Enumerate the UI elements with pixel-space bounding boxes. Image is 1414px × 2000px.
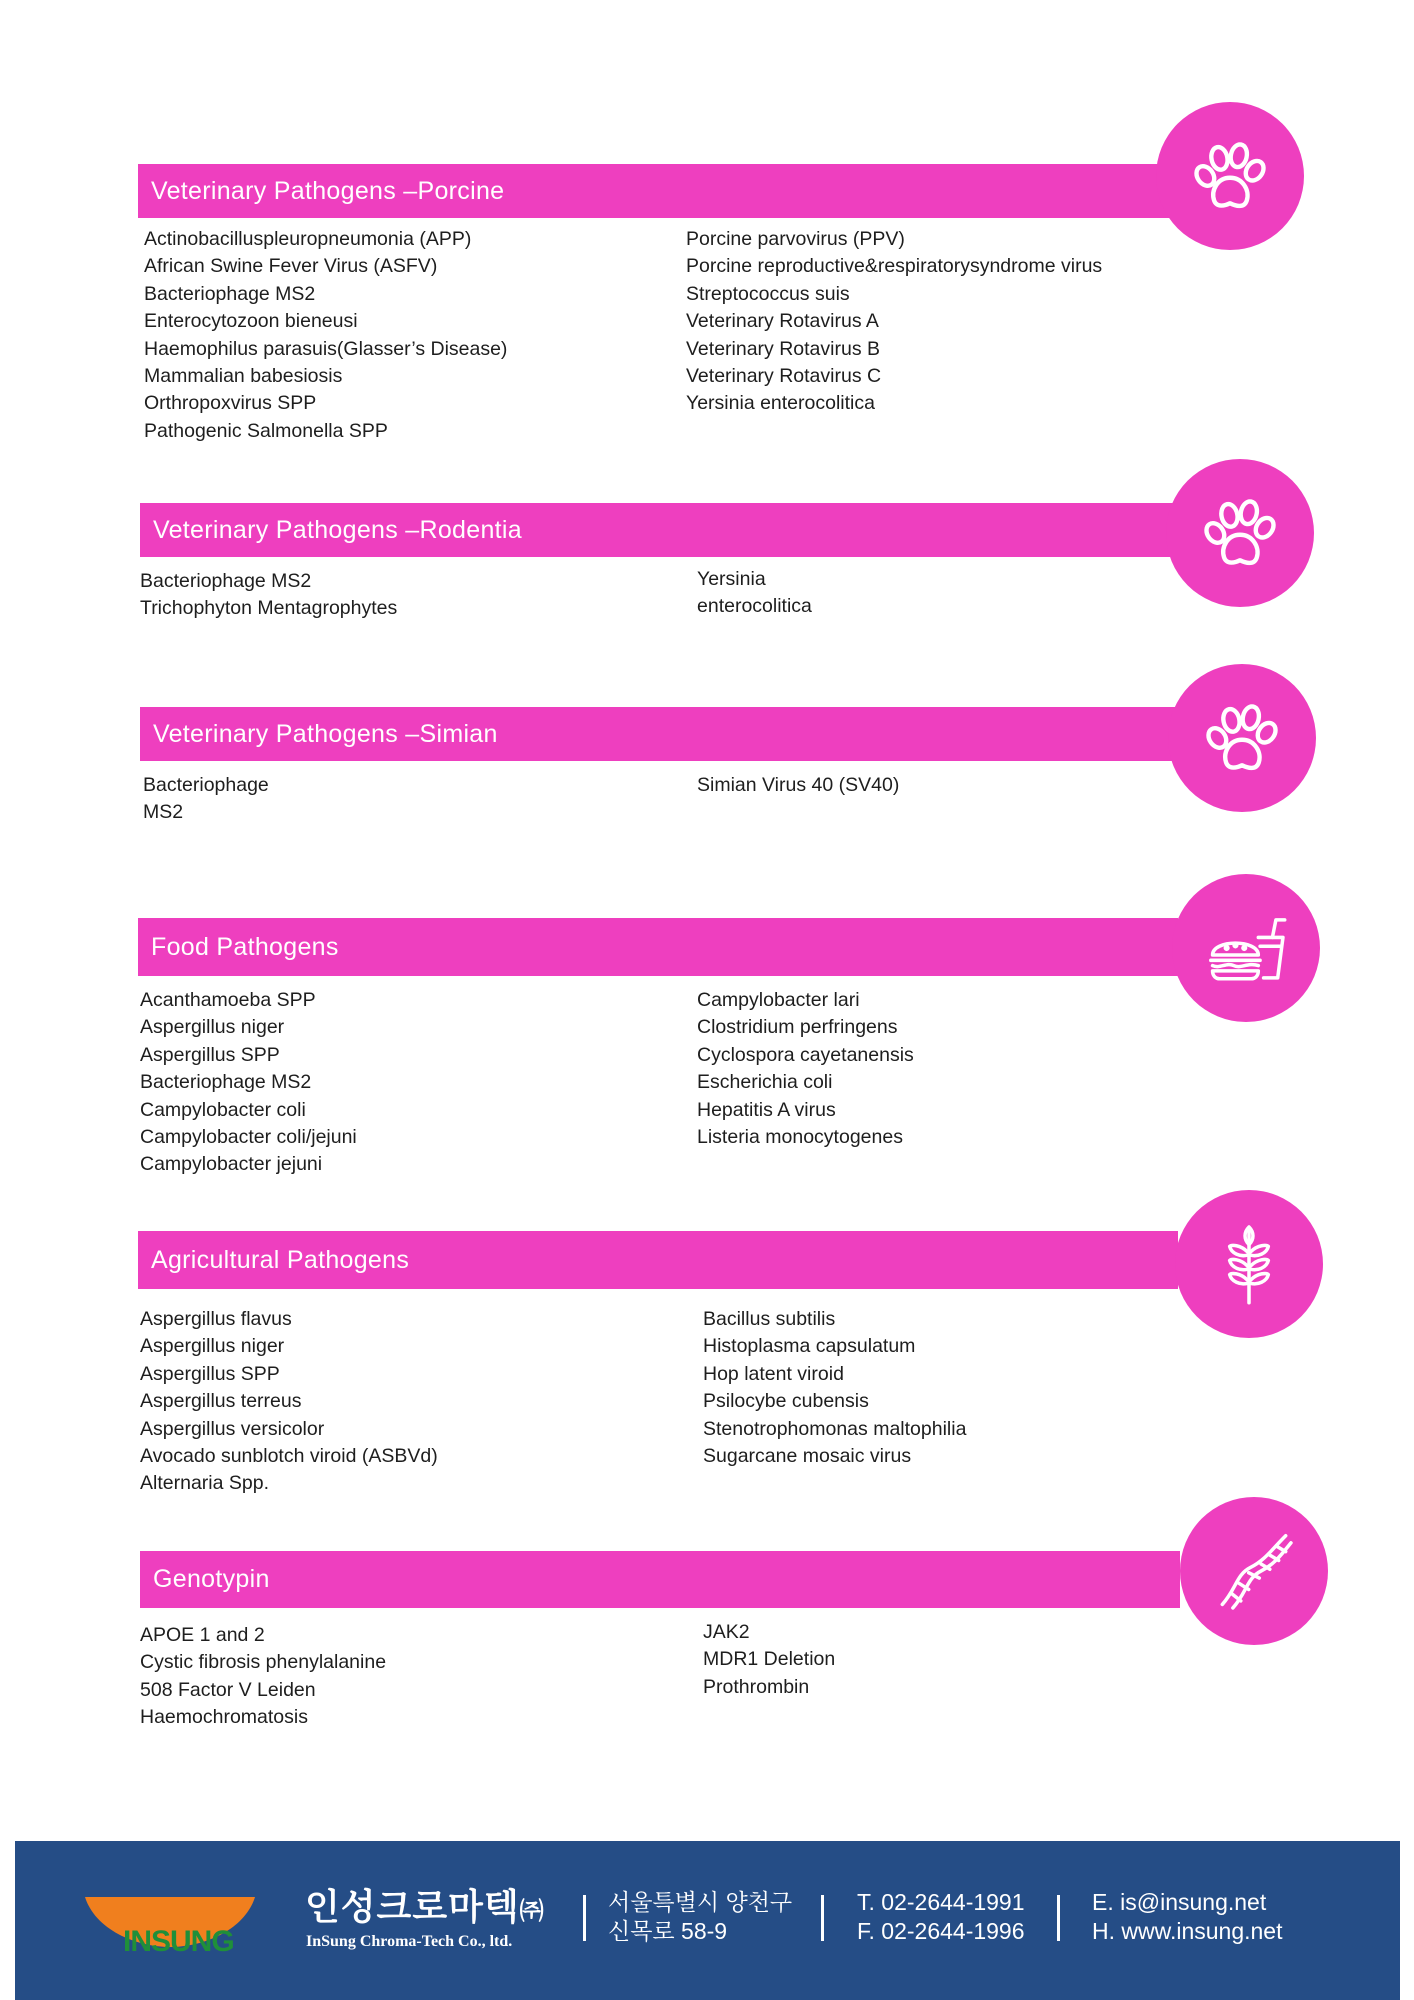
list-item: Alternaria Spp.	[140, 1472, 269, 1495]
list-item: Aspergillus SPP	[140, 1362, 280, 1385]
list-item: Aspergillus terreus	[140, 1390, 302, 1413]
list-item: Escherichia coli	[697, 1071, 833, 1094]
list-item: Bacteriophage MS2	[140, 1071, 312, 1094]
homepage-link[interactable]: H. www.insung.net	[1092, 1918, 1283, 1944]
list-item: Psilocybe cubensis	[703, 1390, 869, 1413]
section-icon-badge	[1166, 459, 1314, 607]
list-item: Simian Virus 40 (SV40)	[697, 774, 900, 796]
section-icon-badge	[1175, 1190, 1323, 1338]
address-line: 서울특별시 양천구	[608, 1889, 793, 1915]
svg-text:INSUNG: INSUNG	[123, 1925, 234, 1958]
pathogen-list-right	[697, 772, 899, 799]
list-item: MDR1 Deletion	[703, 1648, 836, 1671]
list-item: Aspergillus flavus	[140, 1308, 292, 1330]
list-item: Hop latent viroid	[703, 1362, 844, 1385]
contact-info	[1092, 1888, 1282, 1946]
list-item: Pathogenic Salmonella SPP	[144, 419, 388, 442]
phone-numbers	[857, 1888, 1025, 1946]
list-item: Trichophyton Mentagrophytes	[140, 597, 398, 620]
list-item: Aspergillus niger	[140, 1016, 285, 1039]
list-item: Mammalian babesiosis	[144, 365, 343, 388]
pathogen-list-left	[140, 987, 357, 1179]
list-item: Campylobacter lari	[697, 989, 860, 1011]
list-item: Haemochromatosis	[140, 1706, 308, 1729]
section-title-bar: Veterinary Pathogens –Porcine	[138, 164, 1178, 218]
list-item: Histoplasma capsulatum	[703, 1335, 916, 1358]
section-icon-badge	[1156, 102, 1304, 250]
list-item: Cyclospora cayetanensis	[697, 1043, 914, 1066]
list-item: Cystic fibrosis phenylalanine	[140, 1651, 387, 1674]
list-item: Acanthamoeba SPP	[140, 989, 316, 1011]
list-item: Aspergillus niger	[140, 1335, 285, 1358]
list-item: Campylobacter jejuni	[140, 1153, 323, 1176]
company-name-english: InSung Chroma-Tech Co., ltd.	[306, 1933, 513, 1950]
list-item: Bacteriophage	[143, 774, 269, 796]
pathogen-list-right	[703, 1619, 835, 1701]
pathogen-list-right	[703, 1306, 966, 1470]
divider	[821, 1895, 824, 1941]
pathogen-list-right	[697, 566, 812, 621]
list-item: APOE 1 and 2	[140, 1624, 265, 1646]
pathogen-list-left	[144, 226, 507, 445]
wheat-icon	[1205, 1220, 1293, 1308]
address	[608, 1888, 792, 1946]
address-line: 신목로 58-9	[608, 1918, 728, 1944]
list-item: enterocolitica	[697, 595, 812, 618]
list-item: Yersinia enterocolitica	[686, 392, 875, 415]
pathogen-list-left	[140, 1622, 386, 1732]
telephone: T. 02-2644-1991	[857, 1889, 1025, 1915]
list-item: Bacteriophage MS2	[144, 282, 316, 305]
footer	[15, 1841, 1400, 2000]
list-item: Sugarcane mosaic virus	[703, 1445, 912, 1468]
list-item: 508 Factor V Leiden	[140, 1678, 316, 1701]
company-name-korean: 인성크로마텍㈜	[305, 1886, 545, 1927]
divider	[1057, 1895, 1060, 1941]
burger-drink-icon	[1202, 904, 1290, 992]
list-item: Porcine parvovirus (PPV)	[686, 228, 905, 250]
list-item: Veterinary Rotavirus C	[686, 365, 882, 388]
fax: F. 02-2644-1996	[857, 1918, 1025, 1944]
list-item: Streptococcus suis	[686, 282, 850, 305]
pathogen-list-left	[143, 772, 269, 827]
list-item: Haemophilus parasuis(Glasser’s Disease)	[144, 337, 508, 360]
list-item: Aspergillus SPP	[140, 1043, 280, 1066]
list-item: Enterocytozoon bieneusi	[144, 310, 358, 333]
paw-icon	[1196, 489, 1284, 577]
email-link[interactable]: E. is@insung.net	[1092, 1889, 1267, 1915]
list-item: Campylobacter coli	[140, 1098, 306, 1121]
section-title-bar: Food Pathogens	[138, 918, 1178, 976]
list-item: Avocado sunblotch viroid (ASBVd)	[140, 1445, 438, 1468]
pathogen-list-right	[697, 987, 914, 1151]
list-item: Veterinary Rotavirus B	[686, 337, 881, 360]
list-item: Bacteriophage MS2	[140, 570, 312, 592]
list-item: JAK2	[703, 1621, 750, 1643]
list-item: Orthropoxvirus SPP	[144, 392, 317, 415]
list-item: Listeria monocytogenes	[697, 1126, 903, 1149]
dna-icon	[1210, 1527, 1298, 1615]
list-item: Yersinia	[697, 568, 766, 590]
list-item: MS2	[143, 801, 184, 824]
list-item: Stenotrophomonas maltophilia	[703, 1417, 967, 1440]
company-logo	[85, 1889, 255, 1959]
section-icon-badge	[1180, 1497, 1328, 1645]
list-item: Veterinary Rotavirus A	[686, 310, 879, 333]
section-icon-badge	[1172, 874, 1320, 1022]
list-item: Hepatitis A virus	[697, 1098, 836, 1121]
section-title-bar: Agricultural Pathogens	[138, 1231, 1178, 1289]
list-item: Bacillus subtilis	[703, 1308, 836, 1330]
section-title-bar: Veterinary Pathogens –Simian	[140, 707, 1180, 761]
section-icon-badge	[1168, 664, 1316, 812]
paw-icon	[1198, 694, 1286, 782]
list-item: African Swine Fever Virus (ASFV)	[144, 255, 438, 278]
divider	[583, 1895, 586, 1941]
list-item: Actinobacilluspleuropneumonia (APP)	[144, 228, 472, 250]
list-item: Aspergillus versicolor	[140, 1417, 325, 1440]
pathogen-list-right	[686, 226, 1102, 418]
paw-icon	[1186, 132, 1274, 220]
pathogen-list-left	[140, 1306, 438, 1498]
section-title-bar: Veterinary Pathogens –Rodentia	[140, 503, 1180, 557]
list-item: Prothrombin	[703, 1675, 810, 1698]
list-item: Porcine reproductive&respiratorysyndrome virus	[686, 255, 1103, 278]
list-item: Campylobacter coli/jejuni	[140, 1126, 357, 1149]
section-title-bar: Genotypin	[140, 1551, 1180, 1608]
pathogen-list-left	[140, 568, 397, 623]
list-item: Clostridium perfringens	[697, 1016, 898, 1039]
